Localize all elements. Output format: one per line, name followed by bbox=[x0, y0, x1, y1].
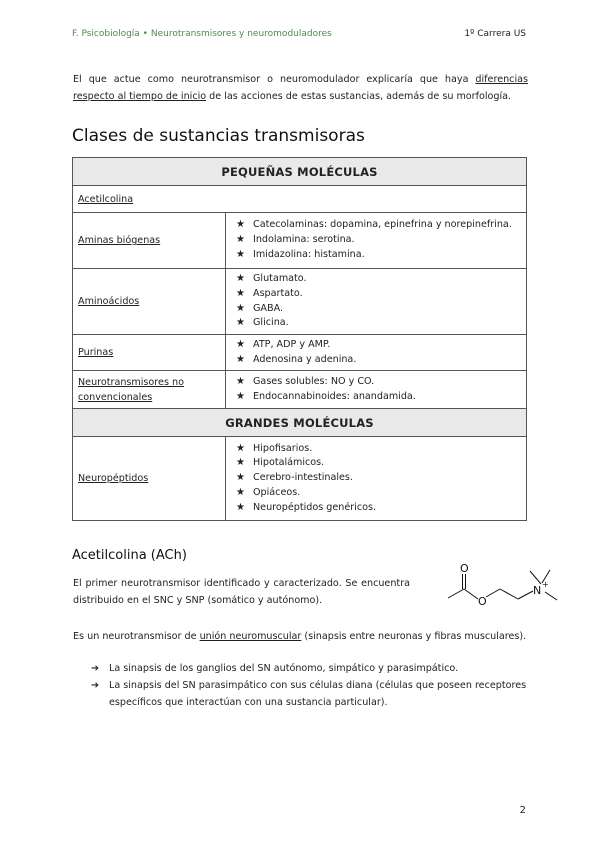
list-item bbox=[236, 353, 521, 368]
nmj-text-2: (sinapsis entre neuronas y fibras musculares). bbox=[301, 631, 527, 642]
list-item bbox=[236, 456, 521, 471]
bond-ester bbox=[464, 589, 478, 599]
page-number: 2 bbox=[519, 805, 526, 816]
star-icon: ★ bbox=[236, 353, 245, 365]
bond-o-c bbox=[486, 589, 500, 597]
category-items bbox=[226, 269, 527, 335]
intro-text-1: El que actue como neurotransmisor o neuromodulador explicaría que haya bbox=[73, 74, 476, 85]
list-item bbox=[236, 316, 521, 331]
star-icon: ★ bbox=[236, 234, 245, 246]
intro-text-2: de las acciones de estas sustancias, además de su morfología. bbox=[206, 90, 512, 102]
star-icon: ★ bbox=[236, 390, 245, 402]
intro-underlined: diferencias respecto al tiempo de inicio bbox=[73, 74, 528, 102]
star-icon: ★ bbox=[236, 273, 245, 285]
list-item-text: ATP, ADP y AMP. bbox=[253, 338, 331, 350]
star-icon: ★ bbox=[236, 219, 245, 231]
list-item bbox=[236, 501, 521, 516]
list-item-text: Catecolaminas: dopamina, epinefrina y norepinefrina. bbox=[253, 219, 512, 231]
list-item bbox=[236, 390, 521, 405]
bond-methyl bbox=[448, 589, 464, 598]
ach-synapse-list bbox=[91, 660, 531, 711]
star-icon: ★ bbox=[236, 442, 245, 454]
list-item bbox=[236, 272, 521, 287]
star-icon: ★ bbox=[236, 472, 245, 484]
list-item-text: Hipotalámicos. bbox=[253, 457, 325, 469]
intro-paragraph bbox=[73, 72, 528, 105]
list-item-text: GABA. bbox=[253, 302, 284, 314]
oxygen-ester-label: O bbox=[478, 595, 487, 608]
star-icon: ★ bbox=[236, 302, 245, 314]
list-item-text: Indolamina: serotina. bbox=[253, 234, 355, 246]
list-item-text: Glicina. bbox=[253, 317, 289, 329]
table-row bbox=[73, 335, 527, 371]
ach-desc-line-1: El primer neurotransmisor identificado y caracterizado. Se encuentra bbox=[73, 578, 410, 589]
list-item-text: Cerebro-intestinales. bbox=[253, 472, 353, 484]
transmitter-classes-table bbox=[72, 157, 527, 521]
star-icon: ★ bbox=[236, 501, 245, 513]
list-item-text: Aspartato. bbox=[253, 287, 303, 299]
list-item bbox=[236, 248, 521, 263]
list-item bbox=[236, 486, 521, 501]
nmj-text-1: Es un neurotransmisor de bbox=[73, 631, 200, 642]
oxygen-carbonyl-label: O bbox=[460, 562, 469, 575]
charge-label: + bbox=[542, 580, 549, 589]
category-items bbox=[226, 437, 527, 521]
header-year: 1º Carrera US bbox=[464, 29, 526, 39]
star-icon: ★ bbox=[236, 317, 245, 329]
list-item-text: Gases solubles: NO y CO. bbox=[253, 375, 375, 387]
small-molecules-header: PEQUEÑAS MOLÉCULAS bbox=[73, 158, 527, 186]
category-label: Purinas bbox=[73, 335, 226, 371]
list-item-text: La sinapsis de los ganglios del SN autónomo, simpático y parasimpático. bbox=[109, 663, 459, 674]
star-icon: ★ bbox=[236, 248, 245, 260]
star-icon: ★ bbox=[236, 338, 245, 350]
category-label: Neuropéptidos bbox=[73, 437, 226, 521]
list-item-text: Endocannabinoides: anandamida. bbox=[253, 390, 416, 402]
list-item-text: Glutamato. bbox=[253, 273, 307, 285]
category-items bbox=[226, 213, 527, 269]
ach-desc-line-2: distribuido en el SNC y SNP (somático y autónomo). bbox=[73, 595, 323, 606]
category-items bbox=[226, 371, 527, 409]
list-item-text: Adenosina y adenina. bbox=[253, 353, 357, 365]
category-label: Neurotransmisores no convencionales bbox=[73, 371, 226, 409]
list-item bbox=[91, 677, 531, 711]
category-label: Aminas biógenas bbox=[73, 213, 226, 269]
table-row bbox=[73, 437, 527, 521]
nitrogen-label: N bbox=[533, 584, 542, 597]
list-item bbox=[236, 233, 521, 248]
list-item bbox=[236, 442, 521, 457]
list-item-text: Opiáceos. bbox=[253, 486, 301, 498]
star-icon: ★ bbox=[236, 375, 245, 387]
bond-c-n bbox=[518, 591, 533, 599]
list-item bbox=[236, 338, 521, 353]
list-item-text: Neuropéptidos genéricos. bbox=[253, 501, 377, 513]
list-item bbox=[236, 287, 521, 302]
star-icon: ★ bbox=[236, 486, 245, 498]
list-item bbox=[236, 302, 521, 317]
star-icon: ★ bbox=[236, 287, 245, 299]
ach-description bbox=[73, 575, 410, 609]
arrow-icon: ➔ bbox=[91, 680, 100, 691]
table-row bbox=[73, 269, 527, 335]
list-item-text: La sinapsis del SN parasimpático con sus células diana (células que poseen receptores específicos que interactúan con una sustancia particular). bbox=[109, 680, 527, 708]
bond-n-methyl-3 bbox=[545, 592, 557, 600]
list-item bbox=[236, 471, 521, 486]
table-row bbox=[73, 213, 527, 269]
list-item bbox=[236, 375, 521, 390]
header-course: F. Psicobiología • Neurotransmisores y neuromoduladores bbox=[72, 29, 332, 39]
section-title: Clases de sustancias transmisoras bbox=[72, 126, 365, 146]
ach-nmj-paragraph bbox=[73, 628, 528, 645]
list-item-text: Hipofisarios. bbox=[253, 442, 313, 454]
list-item bbox=[91, 660, 531, 677]
list-item bbox=[236, 218, 521, 233]
table-row bbox=[73, 371, 527, 409]
arrow-icon: ➔ bbox=[91, 663, 100, 674]
list-item-text: Imidazolina: histamina. bbox=[253, 248, 365, 260]
ach-title: Acetilcolina (ACh) bbox=[72, 548, 187, 563]
large-molecules-header: GRANDES MOLÉCULAS bbox=[73, 409, 527, 437]
bond-c-c bbox=[500, 589, 518, 599]
acetilcolina-row: Acetilcolina bbox=[73, 186, 527, 213]
star-icon: ★ bbox=[236, 457, 245, 469]
category-label: Aminoácidos bbox=[73, 269, 226, 335]
category-items bbox=[226, 335, 527, 371]
nmj-underlined: unión neuromuscular bbox=[199, 631, 302, 642]
bond-n-methyl-1 bbox=[530, 571, 541, 584]
acetylcholine-structure-diagram bbox=[442, 562, 562, 610]
